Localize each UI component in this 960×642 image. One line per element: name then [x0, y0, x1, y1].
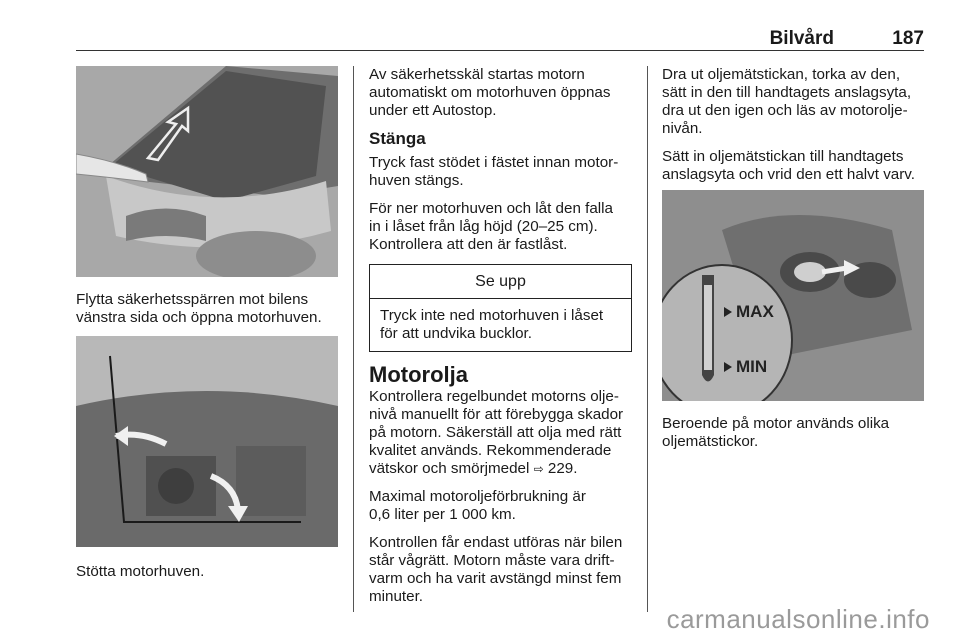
- figure-hood-support: [76, 336, 338, 547]
- caption-hood-support: Stötta motorhuven.: [76, 563, 205, 580]
- figure-hood-release: [76, 66, 338, 277]
- section-title: Bilvård: [769, 28, 834, 49]
- page-number: 187: [892, 28, 924, 49]
- warning-box: [369, 264, 632, 352]
- dipstick-paragraph-2: Sätt in oljemätstickan till handtagets anslagsyta och vrid den ett halvt varv.: [662, 148, 915, 183]
- column-divider-2: [647, 66, 648, 612]
- oil-paragraph-3: Kontrollen får endast utföras när bilen står vågrätt. Motorn måste vara drift- varm och ha varit avstängd minst fem minuter.: [369, 534, 623, 605]
- dipstick-min-label: MIN: [736, 357, 768, 376]
- oil-paragraph-2: Maximal motoroljeförbrukning är 0,6 liter per 1 000 km.: [369, 488, 586, 523]
- column-1-caption-1: [76, 291, 338, 337]
- column-2: [369, 66, 632, 616]
- site-watermark: carmanualsonline.info: [666, 604, 930, 634]
- warning-text: Tryck inte ned motorhuven i låset för att undvika bucklor.: [380, 307, 604, 342]
- engine-oil-heading: Motorolja: [369, 362, 468, 387]
- column-3-caption: [662, 415, 924, 461]
- oil-reference-page[interactable]: 229.: [547, 460, 578, 477]
- page-reference-arrow-icon: ⇨: [533, 462, 544, 476]
- column-3: [662, 66, 924, 194]
- warning-title: Se upp: [370, 265, 631, 299]
- column-1-caption-2: [76, 563, 338, 591]
- dipstick-caption: Beroende på motor används olika oljemätstickor.: [662, 415, 890, 450]
- figure-dipstick: [662, 190, 924, 401]
- column-divider-1: [353, 66, 354, 612]
- close-paragraph-1: Tryck fast stödet i fästet innan motor- huven stängs.: [369, 154, 619, 189]
- caption-hood-release: Flytta säkerhetsspärren mot bilens vänstra sida och öppna motorhuven.: [76, 291, 322, 326]
- header-rule: [76, 50, 924, 51]
- oil-paragraph-1-text: Kontrollera regelbundet motorns olje- nivå manuellt för att förebygga skador på motorn. Säkerställ att olja med rätt kvalitet används. Rekommenderade vätskor och smörjmedel: [369, 388, 624, 477]
- page-header: [76, 28, 924, 50]
- autostop-note: Av säkerhetsskäl startas motorn automatiskt om motorhuven öppnas under ett Autostop.: [369, 66, 611, 119]
- close-heading: Stänga: [369, 129, 426, 148]
- oil-paragraph-1: [369, 388, 632, 478]
- dipstick-paragraph-1: Dra ut oljemätstickan, torka av den, sätt in den till handtagets anslagsyta, dra ut den igen och läs av motorolje- nivån.: [662, 66, 912, 137]
- dipstick-max-label: MAX: [736, 302, 774, 321]
- close-paragraph-2: För ner motorhuven och låt den falla in i låset från låg höjd (20–25 cm). Kontrollera att den är fastlåst.: [369, 200, 613, 253]
